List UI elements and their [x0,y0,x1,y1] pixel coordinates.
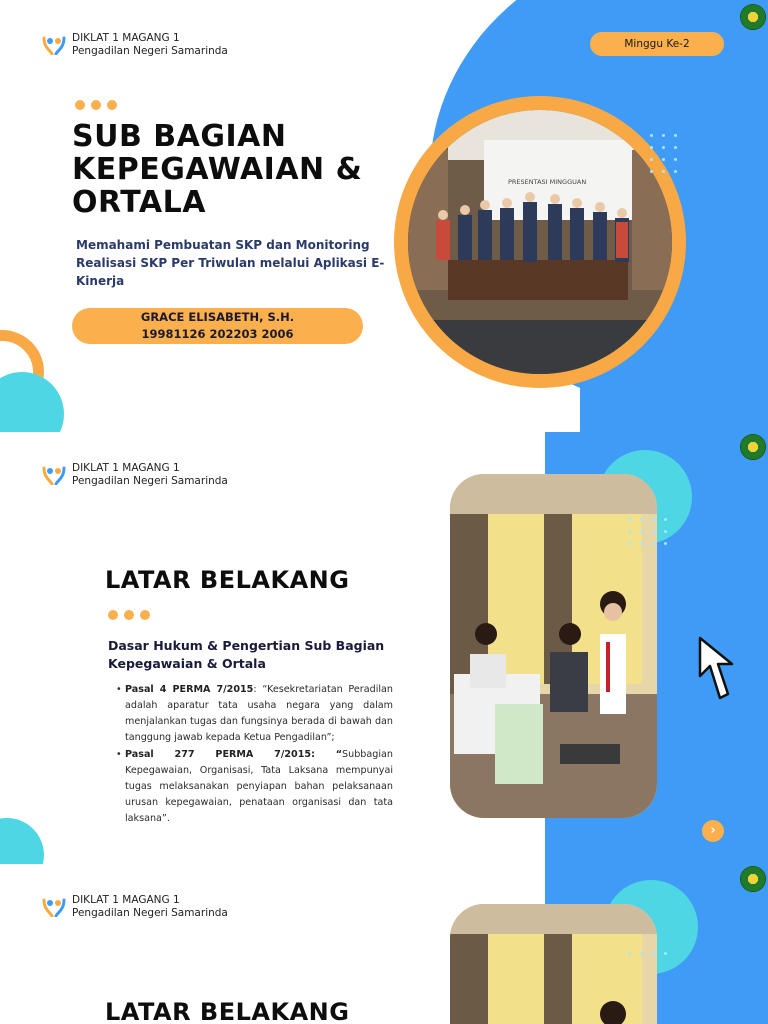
teal-circle-decoration [0,818,44,864]
section-subheading: Dasar Hukum & Pengertian Sub Bagian Kepegawaian & Ortala [108,638,385,671]
brand-text [72,462,228,487]
teal-circle-decoration [0,372,64,432]
group-photo-frame [394,96,686,388]
decorative-dots [75,100,117,110]
pointer-cursor-icon [696,636,736,706]
section-heading: LATAR BELAKANG [105,566,350,594]
dot-grid-decoration [628,952,667,955]
legal-basis-list [125,682,393,828]
dot-grid-decoration [650,134,677,173]
brand-header [42,462,228,487]
brand-header [42,894,228,919]
diklat-logo-icon [42,897,66,917]
brand-line2: Pengadilan Negeri Samarinda [72,44,228,57]
title-line-2: KEPEGAWAIAN & [72,152,363,187]
brand-text [72,894,228,919]
brand-header [42,32,228,57]
dot-grid-decoration [628,518,667,545]
brand-text [72,32,228,57]
title-line-3: ORTALA [72,185,206,220]
title-line-1: SUB BAGIAN [72,119,287,154]
slide-background-2 [0,864,768,1024]
next-slide-button[interactable]: › [702,820,724,842]
office-photo [450,474,657,818]
list-item [125,747,393,827]
bullet-ref: Pasal 4 PERMA 7/2015 [125,684,254,695]
diklat-logo-icon [42,35,66,55]
brand-line1: DIKLAT 1 MAGANG 1 [72,894,180,906]
bullet-text: : “Kesekretariatan Peradilan adalah aparatur tata usaha negara yang dalam menjalankan tugas dan fungsinya berada di bawah dan tanggung jawab kepada Ketua Pengadilan”; [125,684,393,743]
group-photo [408,110,672,374]
subtitle: Memahami Pembuatan SKP dan Monitoring Realisasi SKP Per Triwulan melalui Aplikasi E-Kinerja [76,238,385,288]
mahkamah-agung-seal-icon [740,866,766,892]
mahkamah-agung-seal-icon [740,4,766,30]
presenter-badge [72,308,363,344]
mahkamah-agung-seal-icon [740,434,766,460]
brand-line2: Pengadilan Negeri Samarinda [72,474,228,487]
presenter-nip: 19981126 202203 2006 [141,327,294,341]
slide-background [0,432,768,864]
slide-cover [0,0,768,432]
list-item [125,682,393,746]
section-heading: LATAR BELAKANG [105,998,350,1024]
brand-line1: DIKLAT 1 MAGANG 1 [72,462,180,474]
office-photo [450,904,657,1024]
bullet-text: Subbagian Kepegawaian, Organisasi, Tata Laksana mempunyai tugas melaksanakan penyiapan bahan pelaksanaan urusan kepegawaian, penataan organisasi dan tata laksana”. [125,749,393,824]
page-title [72,120,362,219]
brand-line2: Pengadilan Negeri Samarinda [72,906,228,919]
diklat-logo-icon [42,465,66,485]
bullet-ref: Pasal 277 PERMA 7/2015: “ [125,749,343,760]
week-badge: Minggu Ke-2 [590,32,724,56]
presenter-name: GRACE ELISABETH, S.H. [140,310,295,324]
decorative-dots [108,610,150,620]
brand-line1: DIKLAT 1 MAGANG 1 [72,32,180,44]
presentation-screen-text: PRESENTASI MINGGUAN [508,178,587,186]
